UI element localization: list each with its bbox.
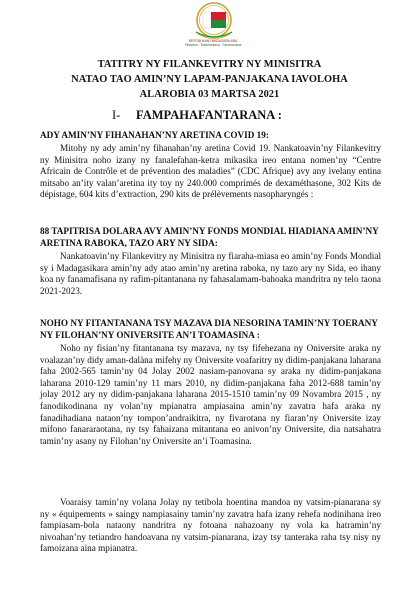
- seal-caption: [168, 39, 258, 47]
- covid-paragraph: Mitohy ny ady amin’ny fihanahan’ny aretina Covid 19. Nankatoavin’ny Filankevitry ny Minisitra noho izany ny fanalefahan-ketra mikasika ireo entana nomen’ny “Centre Africain de Contrôle et de prévention des maladies” (CDC Afrique) avy any ivelany entina mitsabo an’ity valan’aretina ity toy ny 240.000 comprimés de dexaméthasone, 302 Kits de dépistage, 604 kits d’extraction, 290 kits de prélèvements nasopharyngés :: [40, 143, 381, 200]
- motto-line: Fitiavana - Tanindrazana - Fandrosoana: [184, 43, 242, 47]
- university-paragraph: Noho ny fisian’ny fitantanana tsy mazava, ny tsy fifehezana ny Oniversite araka ny voalazan’ny didy aman-dalàna mifehy ny Oniversite voafaritry ny didim-panjakana laharana faha 2002-565 tamin’ny 04 Jolay 2002 nasiam-panovana sy araka ny didim-panjakana laharana 2010-129 tamin’ny 11 mars 2010, ny didim-panjakana faha 2012-688 tamin’ny jolay 2012 ary ny didim-panjakana laharana 2015-1510 tamin’ny 09 Novambra 2015 , ny fanodikodinana ny volan’ny mpianatra ampiasaina amin’ny zavatra hafa araka ny fanadihadiana nataon’ny tompon’andraikitra, ny fivarotana ny fiaran’ny Oniversite izay mifono fanararaotana, ny tsy fahaizana mitantana eo anivon’ny Oniversite, dia natsahatra tamin’ny asany ny Filohan’ny Oniversite an’i Toamasina.: [40, 343, 381, 446]
- section-heading: [112, 108, 312, 123]
- covid-heading: ADY AMIN’NY FIHANAHAN’NY ARETINA COVID 19:: [40, 130, 269, 140]
- university-paragraph-2: Voaraisy tamin’ny volana Jolay ny tetibola hoentina mandoa ny vatsim-pianarana sy ny « équipements » saingy nampiasainy tamin’ny zavatra hafa izany rehefa nodinihana ireo fampiasam-bola nataony nandritra ny fotoana nahazoany ny vola ka hatramin’ny nivoahan’ny tetiandro handoavana ny vatsim-pianarana, izay tsy tanteraka raha tsy nisy ny famoizana aina mpianatra.: [40, 497, 381, 554]
- university-heading: NOHO NY FITANTANANA TSY MAZAVA DIA NESORINA TAMIN’NY TOERANY NY FILOHAN’NY ONIVERSITE AN’I TOAMASINA :: [40, 318, 378, 340]
- fonds-mondial-heading: 88 TAPITRISA DOLARA AVY AMIN’NY FONDS MONDIAL HIADIANA AMIN’NY ARETINA RABOKA, TAZO ARY NY SIDA:: [40, 226, 379, 248]
- section-title-text: FAMPAHAFANTARANA :: [136, 108, 282, 122]
- section-number: I-: [112, 108, 121, 122]
- title-line-1: TATITRY NY FILANKEVITRY NY MINISITRA: [97, 59, 322, 70]
- document-title: [22, 57, 397, 102]
- title-line-3: ALAROBIA 03 MARTSA 2021: [139, 89, 280, 100]
- title-line-2: NATAO TAO AMIN’NY LAPAM-PANJAKANA IAVOLOHA: [71, 74, 348, 85]
- seal-graphic: [190, 2, 238, 42]
- fonds-mondial-paragraph: Nankatoavin’ny Filankevitry ny Minisitra ny fiaraha-miasa eo amin’ny Fonds Mondial sy i Madagasikara amin’ny ady atao amin’ny aretina raboka, ny tazo ary ny Sida, eo ihany koa ny fanamafisana ny rafim-pitantanana ny fahasalamam-bahoaka mandritra ny telo taona 2021-2023.: [40, 251, 381, 296]
- republic-line: REPOBLIKAN'I MADAGASIKARA: [188, 39, 238, 43]
